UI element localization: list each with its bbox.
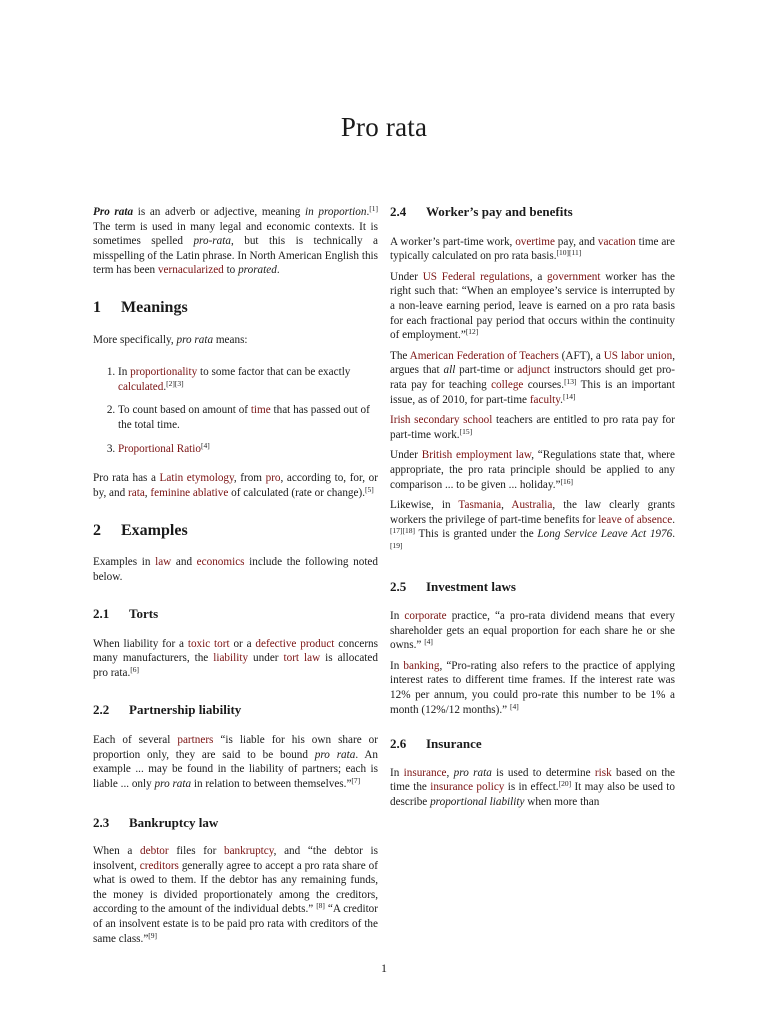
link-tort-law[interactable]: tort law: [283, 652, 321, 665]
citation[interactable]: [19]: [390, 540, 403, 550]
page-title: Pro rata: [340, 112, 428, 142]
link-government[interactable]: government: [547, 270, 601, 283]
torts-paragraph: When liability for a toxic tort or a defective product concerns many manufacturers, the liability under tort law is allocated pro rata.[6]: [93, 637, 378, 679]
subsection-heading-bankruptcy: 2.3 Bankruptcy law: [93, 815, 219, 831]
link-banking[interactable]: banking: [403, 659, 440, 672]
investment-paragraph-2: In banking, “Pro-rating also refers to the practice of applying interest rates to different time frames. If the interest rate was 12% per annum, you could pro-rate this number to be 1% a month (12%/12 months).” [4]: [390, 659, 675, 716]
workers-pay-paragraph-5: Under British employment law, “Regulations state that, where appropriate, the pro rata principle should be applied to any comparison ... to be given ... holiday.”[16]: [390, 449, 675, 491]
citation[interactable]: [13]: [564, 376, 577, 386]
link-irish-secondary-school[interactable]: Irish secondary school: [390, 414, 493, 427]
citation[interactable]: [15]: [459, 426, 473, 436]
workers-pay-paragraph-1: A worker’s part-time work, overtime pay, and vacation time are typically calculated on pro rata basis.[10][11]: [390, 235, 675, 263]
citation[interactable]: [5]: [365, 484, 374, 494]
citation[interactable]: [6]: [130, 664, 140, 674]
link-vacation[interactable]: vacation: [597, 235, 636, 248]
citation[interactable]: [9]: [148, 930, 158, 940]
citation[interactable]: [20]: [558, 779, 572, 789]
workers-pay-paragraph-6: Likewise, in Tasmania, Australia, the law clearly grants workers the privilege of part-time benefits for leave of absence.[17][18] This is granted under the Long Service Leave Act 1976.[19]: [390, 499, 676, 550]
left-column: [93, 205, 378, 946]
link-aft[interactable]: American Federation of Teachers: [409, 349, 559, 362]
citation[interactable]: [8]: [316, 901, 325, 911]
link-insurance[interactable]: insurance: [403, 766, 447, 779]
workers-pay-paragraph-2: Under US Federal regulations, a government worker has the right such that: “When an employee’s service is interrupted by a non-leave earning period, leave is earned on a pro rata basis for each fractional pay period that occurs within the continuity of employment.”[12]: [390, 270, 675, 342]
link-latin-etymology[interactable]: Latin etymology: [159, 472, 234, 485]
meanings-list: [93, 365, 378, 456]
link-college[interactable]: college: [491, 378, 524, 391]
link-insurance-policy[interactable]: insurance policy: [430, 781, 505, 794]
link-tasmania[interactable]: Tasmania: [458, 499, 502, 512]
link-us-labor-union[interactable]: US labor union: [603, 349, 673, 362]
investment-paragraph-1: In corporate practice, “a pro-rata dividend means that every shareholder gets an equal proportion for each share he or she owns.” [4]: [390, 610, 675, 652]
citation[interactable]: [10][11]: [556, 248, 582, 258]
citation[interactable]: [17][18]: [390, 526, 415, 536]
link-law[interactable]: law: [155, 555, 172, 568]
subsection-heading-torts: 2.1 Torts: [93, 606, 159, 622]
link-partners[interactable]: partners: [177, 734, 214, 747]
section-heading-examples: 2 Examples: [93, 522, 188, 540]
citation[interactable]: [2][3]: [166, 378, 184, 388]
link-risk[interactable]: risk: [594, 766, 612, 779]
link-feminine-ablative[interactable]: feminine ablative: [150, 486, 229, 499]
link-vernacularized[interactable]: vernacularized: [157, 264, 224, 277]
list-item: [118, 442, 378, 457]
citation[interactable]: [16]: [560, 476, 573, 486]
list-item: 2. To count based on amount of time that has passed out of the total time.: [118, 403, 378, 432]
link-us-federal-regulations[interactable]: US Federal regulations: [422, 270, 530, 283]
link-calculated[interactable]: calculated: [118, 380, 164, 393]
subsection-heading-insurance: 2.6 Insurance: [390, 736, 482, 752]
meanings-intro: More specifically, pro rata means:: [93, 333, 248, 346]
link-liability[interactable]: liability: [213, 652, 249, 665]
subsection-heading-partnership: 2.2 Partnership liability: [93, 702, 242, 718]
citation[interactable]: [4]: [424, 637, 433, 647]
workers-pay-paragraph-3: The American Federation of Teachers (AFT), a US labor union, argues that all part-time or adjunct instructors should get pro-rata pay for teaching college courses.[13] This is an important issue, as of 2010, for part-time faculty.[14]: [390, 349, 675, 406]
link-toxic-tort[interactable]: toxic tort: [187, 637, 230, 650]
link-overtime[interactable]: overtime: [515, 235, 555, 248]
citation[interactable]: [7]: [351, 775, 361, 785]
link-pro[interactable]: pro: [265, 472, 281, 485]
citation[interactable]: [12]: [465, 327, 479, 337]
link-creditors[interactable]: creditors: [139, 859, 179, 872]
partnership-paragraph: Each of several partners “is liable for his own share or proportion only, they are said to be bound pro rata. An example ... may be found in the liability of partners; each is liable ... only pro rata in relation to between themselves.”[7]: [93, 734, 379, 790]
link-proportionality[interactable]: proportionality: [130, 366, 198, 379]
link-corporate[interactable]: corporate: [404, 610, 447, 623]
citation[interactable]: [4]: [200, 440, 210, 450]
list-item: 1. In proportionality to some factor that can be exactly calculated.[2][3]: [118, 365, 378, 394]
examples-paragraph: Examples in law and economics include the following noted below.: [93, 555, 378, 583]
link-time[interactable]: time: [250, 404, 271, 417]
section-heading-meanings: 1 Meanings: [93, 298, 188, 316]
page-number: 1: [381, 961, 387, 975]
subsection-heading-investment: 2.5 Investment laws: [390, 579, 516, 595]
intro-paragraph: Pro rata is an adverb or adjective, meaning in proportion.[1] The term is used in many legal and economic contexts. It is sometimes spelled pro-rata, but this is technically a misspelling of the Latin phrase. In North American English this term has been vernacularized to prorated.: [93, 204, 378, 277]
link-bankruptcy[interactable]: bankruptcy: [224, 845, 274, 858]
link-leave-of-absence[interactable]: leave of absence: [598, 513, 673, 526]
citation[interactable]: [1]: [369, 204, 378, 213]
link-defective-product[interactable]: defective product: [255, 637, 335, 650]
link-economics[interactable]: economics: [196, 555, 245, 568]
link-adjunct[interactable]: adjunct: [517, 364, 551, 377]
citation[interactable]: [14]: [562, 391, 576, 401]
link-australia[interactable]: Australia: [511, 499, 553, 512]
workers-pay-paragraph-4: Irish secondary school teachers are entitled to pro rata pay for part-time work.[15]: [390, 414, 675, 441]
etymology-paragraph: Pro rata has a Latin etymology, from pro, according to, for, or by, and rata, feminine ablative of calculated (rate or change).[5]: [93, 472, 378, 499]
link-proportional-ratio[interactable]: Proportional Ratio: [118, 442, 201, 455]
link-debtor[interactable]: debtor: [140, 845, 169, 858]
right-column: [390, 205, 675, 810]
bankruptcy-paragraph-start: When a debtor files for bankruptcy, and “the debtor is insolvent, creditors generally agree to accept a pro rata share of what is owed to them. If the debtor has any remaining funds, the money is divided proportionately among the creditors, according to the amount of the individual debts.” [8] “A creditor of an insolvent estate is to be paid pro rata with creditors of the same class.”[9]: [93, 845, 379, 945]
link-rata[interactable]: rata: [128, 486, 145, 499]
subsection-heading-workers-pay: 2.4 Worker’s pay and benefits: [390, 204, 573, 219]
citation[interactable]: [4]: [509, 701, 519, 711]
link-faculty[interactable]: faculty: [529, 393, 561, 406]
insurance-paragraph: In insurance, pro rata is used to determine risk based on the time the insurance policy is in effect.[20] It may also be used to describe proportional liability when more than: [390, 766, 676, 808]
link-british-employment-law[interactable]: British employment law: [421, 449, 532, 462]
